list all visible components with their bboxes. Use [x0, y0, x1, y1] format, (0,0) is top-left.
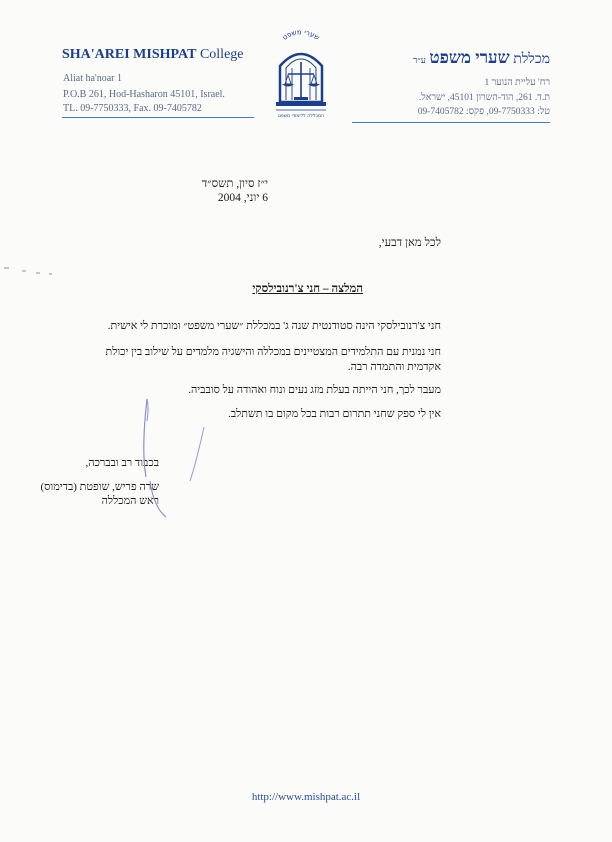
svg-text:שערי משפט [281, 28, 321, 42]
address-en-line-2: P.O.B 261, Hod-Hasharon 45101, Israel. [63, 89, 225, 100]
header-rule-left [62, 117, 254, 118]
scan-marks [2, 262, 62, 282]
letter-paragraph-3: מעבר לכך, חני הייתה בעלת מזג נעים ונוח ואהודה על סובביה. [188, 384, 441, 396]
letter-date-gregorian: 6 יוני, 2004 [217, 192, 268, 204]
college-name-he-prefix: מכללת [513, 52, 550, 67]
college-name-he-main: שערי משפט [429, 48, 510, 67]
letter-date-hebrew: י״ז סיון, תשס״ד [201, 178, 268, 190]
college-logo-emblem [266, 28, 336, 120]
signer-title: ראש המכללה [101, 495, 159, 507]
logo-arc-text: שערי משפט [280, 28, 322, 42]
footer-website-link[interactable]: http://www.mishpat.ac.il [251, 791, 361, 803]
logo-bottom-text: המכללה ללימודי משפט [277, 114, 325, 119]
letter-subject: המלצה – חני צ'רנובילסקי [252, 283, 363, 295]
address-he-line-1: רח' עליית הנוער 1 [484, 78, 550, 88]
college-logo [266, 28, 336, 120]
signature [130, 385, 220, 525]
address-en-line-1: Aliat ha'noar 1 [63, 73, 123, 84]
letter-paragraph-2: חני נמנית עם התלמידים המצטיינים במכללה והישגיה מלמדים על שילוב בין יכולת [105, 346, 441, 358]
letter-closing: בכבוד רב ובברכה, [85, 457, 159, 469]
letter-salutation: לכל מאן דבעי, [378, 237, 441, 249]
address-he-line-3: טל: 09-7750333, פקס: 09-7405782 [417, 107, 550, 117]
address-he-line-2: ת.ד. 261, הוד-השרון 45101, ישראל. [418, 93, 550, 103]
college-name-he [413, 48, 550, 68]
address-en-line-3: TL. 09-7750333, Fax. 09-7405782 [63, 103, 202, 114]
header-rule-right [352, 122, 550, 123]
letter-paragraph-1: חני צ'רנובילסקי הינה סטודנטית שנה ג' במכללת ״שערי משפט״ ומוכרת לי אישית. [107, 320, 441, 332]
college-name-en-main: SHA'AREI MISHPAT [62, 47, 197, 62]
letter-paragraph-4: אין לי ספק שחני תתרום רבות בכל מקום בו תשתלב. [228, 408, 441, 420]
college-name-en-suffix: College [199, 47, 244, 62]
letter-paragraph-2-cont: אקדמית והתמדה רבה. [347, 361, 441, 373]
college-name-he-suffix: ע״ר [412, 55, 426, 65]
signer-name: שרה פריש, שופטת (בדימוס) [40, 481, 159, 493]
college-name-en [62, 47, 244, 63]
